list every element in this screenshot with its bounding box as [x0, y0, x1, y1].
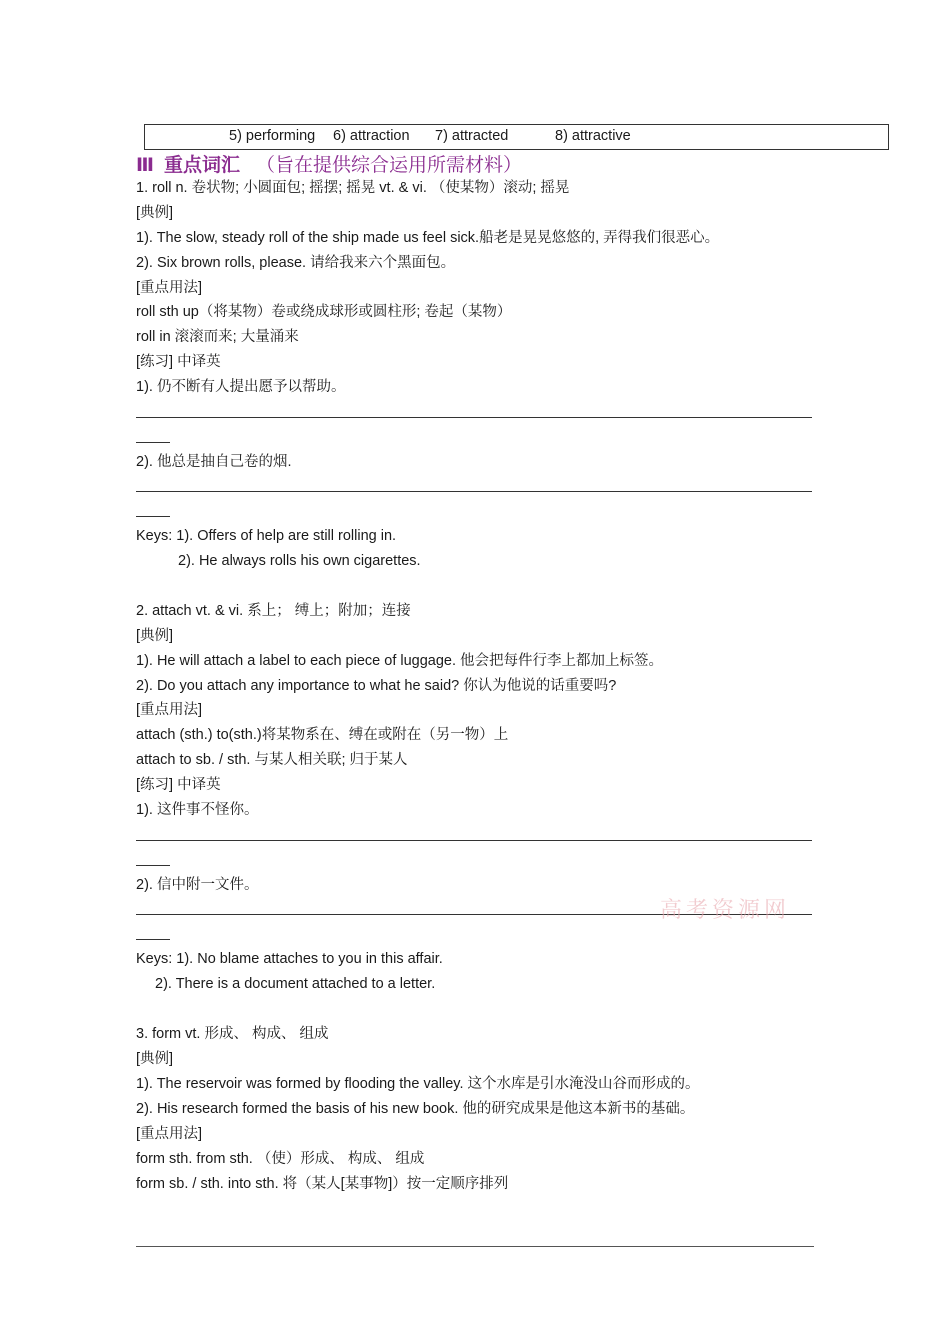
section-heading	[136, 150, 522, 177]
exercise-item: 1). 这件事不怪你。	[136, 802, 259, 818]
answer-blank-end	[136, 442, 170, 443]
answer-blank-end	[136, 865, 170, 866]
answer-box	[144, 124, 889, 150]
answer-5: 5) performing	[229, 128, 316, 144]
usage-line: form sb. / sth. into sth. 将（某人[某事物]）按一定顺序排列	[136, 1176, 509, 1192]
usage-label: [重点用法]	[136, 702, 203, 718]
example-line: 2). Do you attach any importance to what he said? 你认为他说的话重要吗?	[136, 678, 617, 694]
section-number: Ⅲ	[136, 155, 154, 176]
exercise-item: 2). 他总是抽自己卷的烟.	[136, 454, 292, 470]
example-line: 1). The reservoir was formed by flooding the valley. 这个水库是引水淹没山谷而形成的。	[136, 1076, 700, 1092]
usage-label: [重点用法]	[136, 280, 203, 296]
exercise-label: [练习] 中译英	[136, 777, 221, 793]
usage-line: attach to sb. / sth. 与某人相关联; 归于某人	[136, 752, 408, 768]
example-line: 2). Six brown rolls, please. 请给我来六个黑面包。	[136, 255, 456, 271]
keys-line: 2). There is a document attached to a letter.	[155, 976, 436, 992]
usage-line: attach (sth.) to(sth.)将某物系在、缚在或附在（另一物）上	[136, 727, 509, 743]
example-line: 1). The slow, steady roll of the ship made us feel sick.船老是晃晃悠悠的, 弄得我们很恶心。	[136, 230, 720, 246]
section-subtitle: （旨在提供综合运用所需材料）	[255, 155, 522, 176]
keys-line: Keys: 1). No blame attaches to you in this affair.	[136, 951, 443, 967]
usage-line: form sth. from sth. （使）形成、 构成、 组成	[136, 1151, 425, 1167]
answer-blank[interactable]	[136, 417, 812, 418]
entry-roll-title: 1. roll n. 卷状物; 小圆面包; 摇摆; 摇晃 vt. & vi. （使某物）滚动; 摇晃	[136, 180, 570, 196]
exercise-item: 1). 仍不断有人提出愿予以帮助。	[136, 379, 346, 395]
watermark: 高考资源网	[660, 898, 791, 923]
footer-rule	[136, 1246, 814, 1247]
entry-attach-title: 2. attach vt. & vi. 系上； 缚上；附加；连接	[136, 603, 411, 619]
exercise-item: 2). 信中附一文件。	[136, 877, 259, 893]
exercise-label: [练习] 中译英	[136, 354, 221, 370]
usage-label: [重点用法]	[136, 1126, 203, 1142]
example-label: [典例]	[136, 205, 174, 221]
example-label: [典例]	[136, 628, 174, 644]
answer-8: 8) attractive	[555, 128, 631, 144]
answer-blank[interactable]	[136, 840, 812, 841]
section-title: 重点词汇	[163, 155, 240, 176]
entry-form-title: 3. form vt. 形成、 构成、 组成	[136, 1026, 329, 1042]
keys-line: Keys: 1). Offers of help are still rolling in.	[136, 528, 397, 544]
answer-6: 6) attraction	[333, 128, 410, 144]
answer-blank-end	[136, 939, 170, 940]
answer-7: 7) attracted	[435, 128, 509, 144]
example-line: 2). His research formed the basis of his new book. 他的研究成果是他这本新书的基础。	[136, 1101, 695, 1117]
answer-blank-end	[136, 516, 170, 517]
answer-blank[interactable]	[136, 491, 812, 492]
usage-line: roll sth up（将某物）卷或绕成球形或圆柱形; 卷起（某物）	[136, 304, 512, 320]
usage-line: roll in 滚滚而来; 大量涌来	[136, 329, 299, 345]
example-label: [典例]	[136, 1051, 174, 1067]
keys-line: 2). He always rolls his own cigarettes.	[178, 553, 421, 569]
example-line: 1). He will attach a label to each piece of luggage. 他会把每件行李上都加上标签。	[136, 653, 664, 669]
